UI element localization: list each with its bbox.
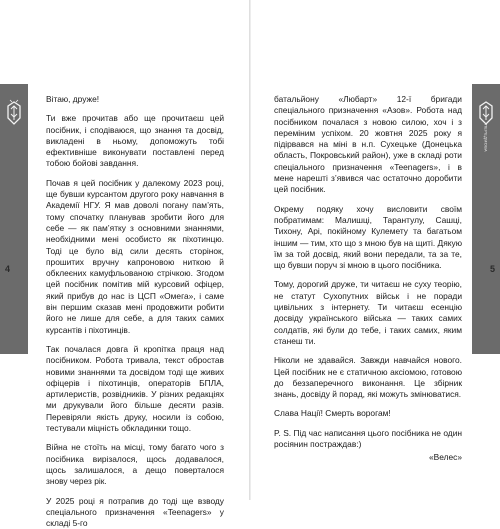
paragraph: Почав я цей посібник у далекому 2023 році, ще бувши курсантом другого року навчання в Академії НГУ. Я мав доволі погану пам’ять, тому спочатку планував зробити його для себе — як пам’ятку з основними знаннями, необхідними мені особисто як піхотинцю. Тоді це було від сили десять сторінок, прошитих вручну капроновою ниткою й обклеєних камуфльованою стрічкою. Згодом цей посібник помітив мій курсовий офіцер, який прибув до нас із ЦСП «Омега», і саме він першим сказав мені продовжити робити його не лише для себе, а для таких самих курсантів і піхотинців.: [46, 178, 224, 336]
page-spine: [249, 0, 251, 500]
greeting: Вітаю, друже!: [46, 94, 224, 105]
page-number-right: 5: [490, 264, 495, 274]
paragraph: Окрему подяку хочу висловити своїм побратимам: Малишці, Тарантулу, Сашці, Тихону, Арі, покійному Кулемету та багатьом іншим — тим, хто що з мною був на щиті. Дякую їм за той досвід, який вони передали, та за те, що бувши поруч зі мною в цього посібника.: [274, 204, 462, 272]
paragraph: Ти вже прочитав або ще прочитаєш цей посібник, і сподіваюся, що знання та досвід, викладені в ньому, допоможуть тобі ефективніше виконувати поставлені перед тобою бойові завдання.: [46, 113, 224, 169]
signature: «Велес»: [274, 452, 462, 463]
paragraph: Війна не стоїть на місці, тому багато чого з посібника вирізалося, щось додавалося, щось залишалося, а дещо поверталося знову через рік.: [46, 442, 224, 487]
paragraph: Тому, дорогий друже, ти читаєш не суху теорію, не статут Сухопутних військ і не поради цивільних з інтернету. Ти читаєш есенцію досвіду українського війська — таких самих солдатів, які були до тебе, і таких самих, яким станеш ти.: [274, 279, 462, 347]
left-side-tab: [0, 84, 28, 354]
page-number-left: 4: [5, 264, 10, 274]
paragraph: У 2025 році я потрапив до тоді ще взводу спеціального призначення «Teenagers» у складі 5-го: [46, 496, 224, 529]
paragraph: Ніколи не здавайся. Завжди навчайся нового. Цей посібник не є статичною аксіомою, готовою до беззаперечного виконання. Це збірник знань, досвіду й порад, які можуть змінюватися.: [274, 355, 462, 400]
slogan: Слава Нації! Смерть ворогам!: [274, 408, 462, 419]
paragraph: батальйону «Любарт» 12-ї бригади спеціального призначення «Азов». Робота над посібником почалася з новою силою, хоч і з переміним успіхом. 20 жовтня 2025 року я підірвався на міні в н.п. Сухецьке (Донецька область, Покровський район), уже в складі роти спеціального призначення «Teenagers», і в мене нарешті з’явився час остаточно доробити цей посібник.: [274, 94, 462, 196]
section-side-label: ПЕРЕДМОВА: [472, 108, 500, 168]
paragraph: Так почалася довга й кропітка праця над посібником. Робота тривала, текст обростав новими знаннями та досвідом тоді ще живих офіцерів і піхотинців, операторів БПЛА, артилеристів, розвідників. У різних редакціях ми друкували його більше десяти разів. Перевіряли якість друку, носили із собою, тестували міцність обкладинки тощо.: [46, 344, 224, 434]
right-page-text: [274, 94, 462, 472]
left-page-text: [46, 94, 224, 529]
postscript: P. S. Під час написання цього посібника не один росіянин постраждав:): [274, 428, 462, 451]
shield-emblem-icon: [6, 98, 22, 128]
right-side-tab: [472, 84, 500, 354]
